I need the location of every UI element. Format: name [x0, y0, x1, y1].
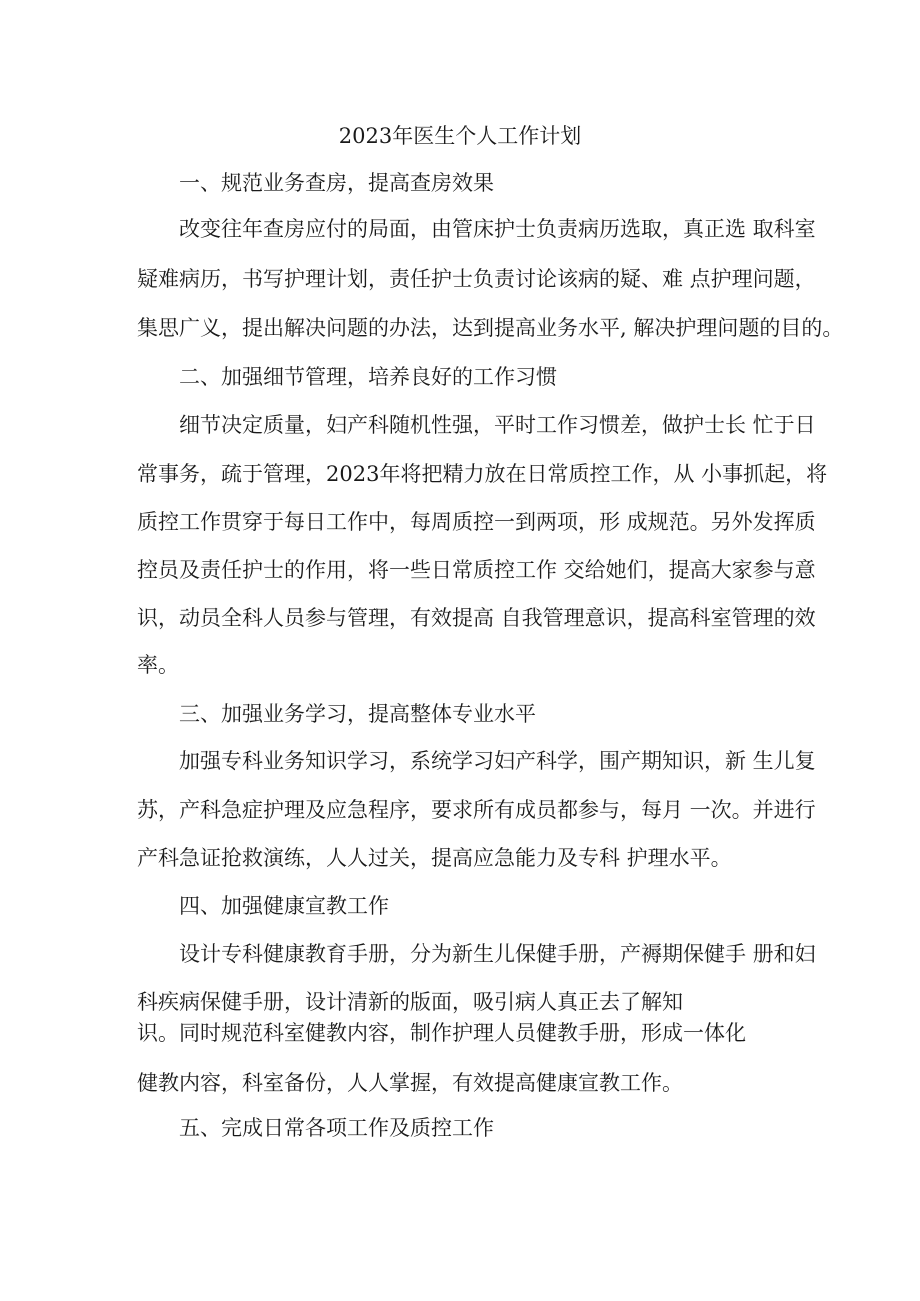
- section-heading-4: 四、加强健康宣教工作: [179, 894, 389, 918]
- paragraph-line: 质控工作贯穿于每日工作中，每周质控一到两项，形 成规范。另外发挥质: [137, 510, 816, 534]
- paragraph-line: 健教内容，科室备份，人人掌握，有效提高健康宣教工作。: [137, 1071, 683, 1095]
- section-heading-2: 二、加强细节管理，培养良好的工作习惯: [179, 365, 557, 389]
- paragraph-line: 改变往年查房应付的局面，由管床护士负责病历选取，真正选 取科室: [179, 217, 816, 241]
- document-title: 2023年医生个人工作计划: [338, 124, 582, 148]
- section-heading-3: 三、加强业务学习，提高整体专业水平: [179, 702, 536, 726]
- section-heading-1: 一、规范业务查房，提高查房效果: [179, 171, 494, 195]
- paragraph-line: 苏，产科急症护理及应急程序，要求所有成员都参与，每月 一次。并进行: [137, 798, 816, 822]
- paragraph-line: 集思广义，提出解决问题的办法，达到提高业务水平, 解决护理问题的目的。: [137, 316, 844, 340]
- paragraph-line: 科疾病保健手册，设计清新的版面，吸引病人真正去了解知: [137, 990, 683, 1014]
- paragraph-line: 识。同时规范科室健教内容，制作护理人员健教手册，形成一体化: [137, 1021, 746, 1045]
- paragraph-line: 加强专科业务知识学习，系统学习妇产科学，围产期知识，新 生儿复: [179, 749, 816, 773]
- paragraph-line: 识，动员全科人员参与管理，有效提高 自我管理意识，提高科室管理的效: [137, 606, 816, 630]
- paragraph-line: 细节决定质量，妇产科随机性强，平时工作习惯差，做护士长 忙于日: [179, 413, 816, 437]
- section-heading-5: 五、完成日常各项工作及质控工作: [179, 1116, 494, 1140]
- paragraph-line: 控员及责任护士的作用，将一些日常质控工作 交给她们，提高大家参与意: [137, 558, 816, 582]
- paragraph-line: 常事务，疏于管理，2023年将把精力放在日常质控工作，从 小事抓起，将: [137, 462, 828, 486]
- paragraph-line: 疑难病历，书写护理计划，责任护士负责讨论该病的疑、难 点护理问题，: [137, 267, 816, 291]
- paragraph-line: 产科急证抢救演练，人人过关，提高应急能力及专科 护理水平。: [137, 846, 732, 870]
- paragraph-line: 设计专科健康教育手册，分为新生儿保健手册，产褥期保健手 册和妇: [179, 942, 816, 966]
- paragraph-line: 率。: [137, 653, 179, 677]
